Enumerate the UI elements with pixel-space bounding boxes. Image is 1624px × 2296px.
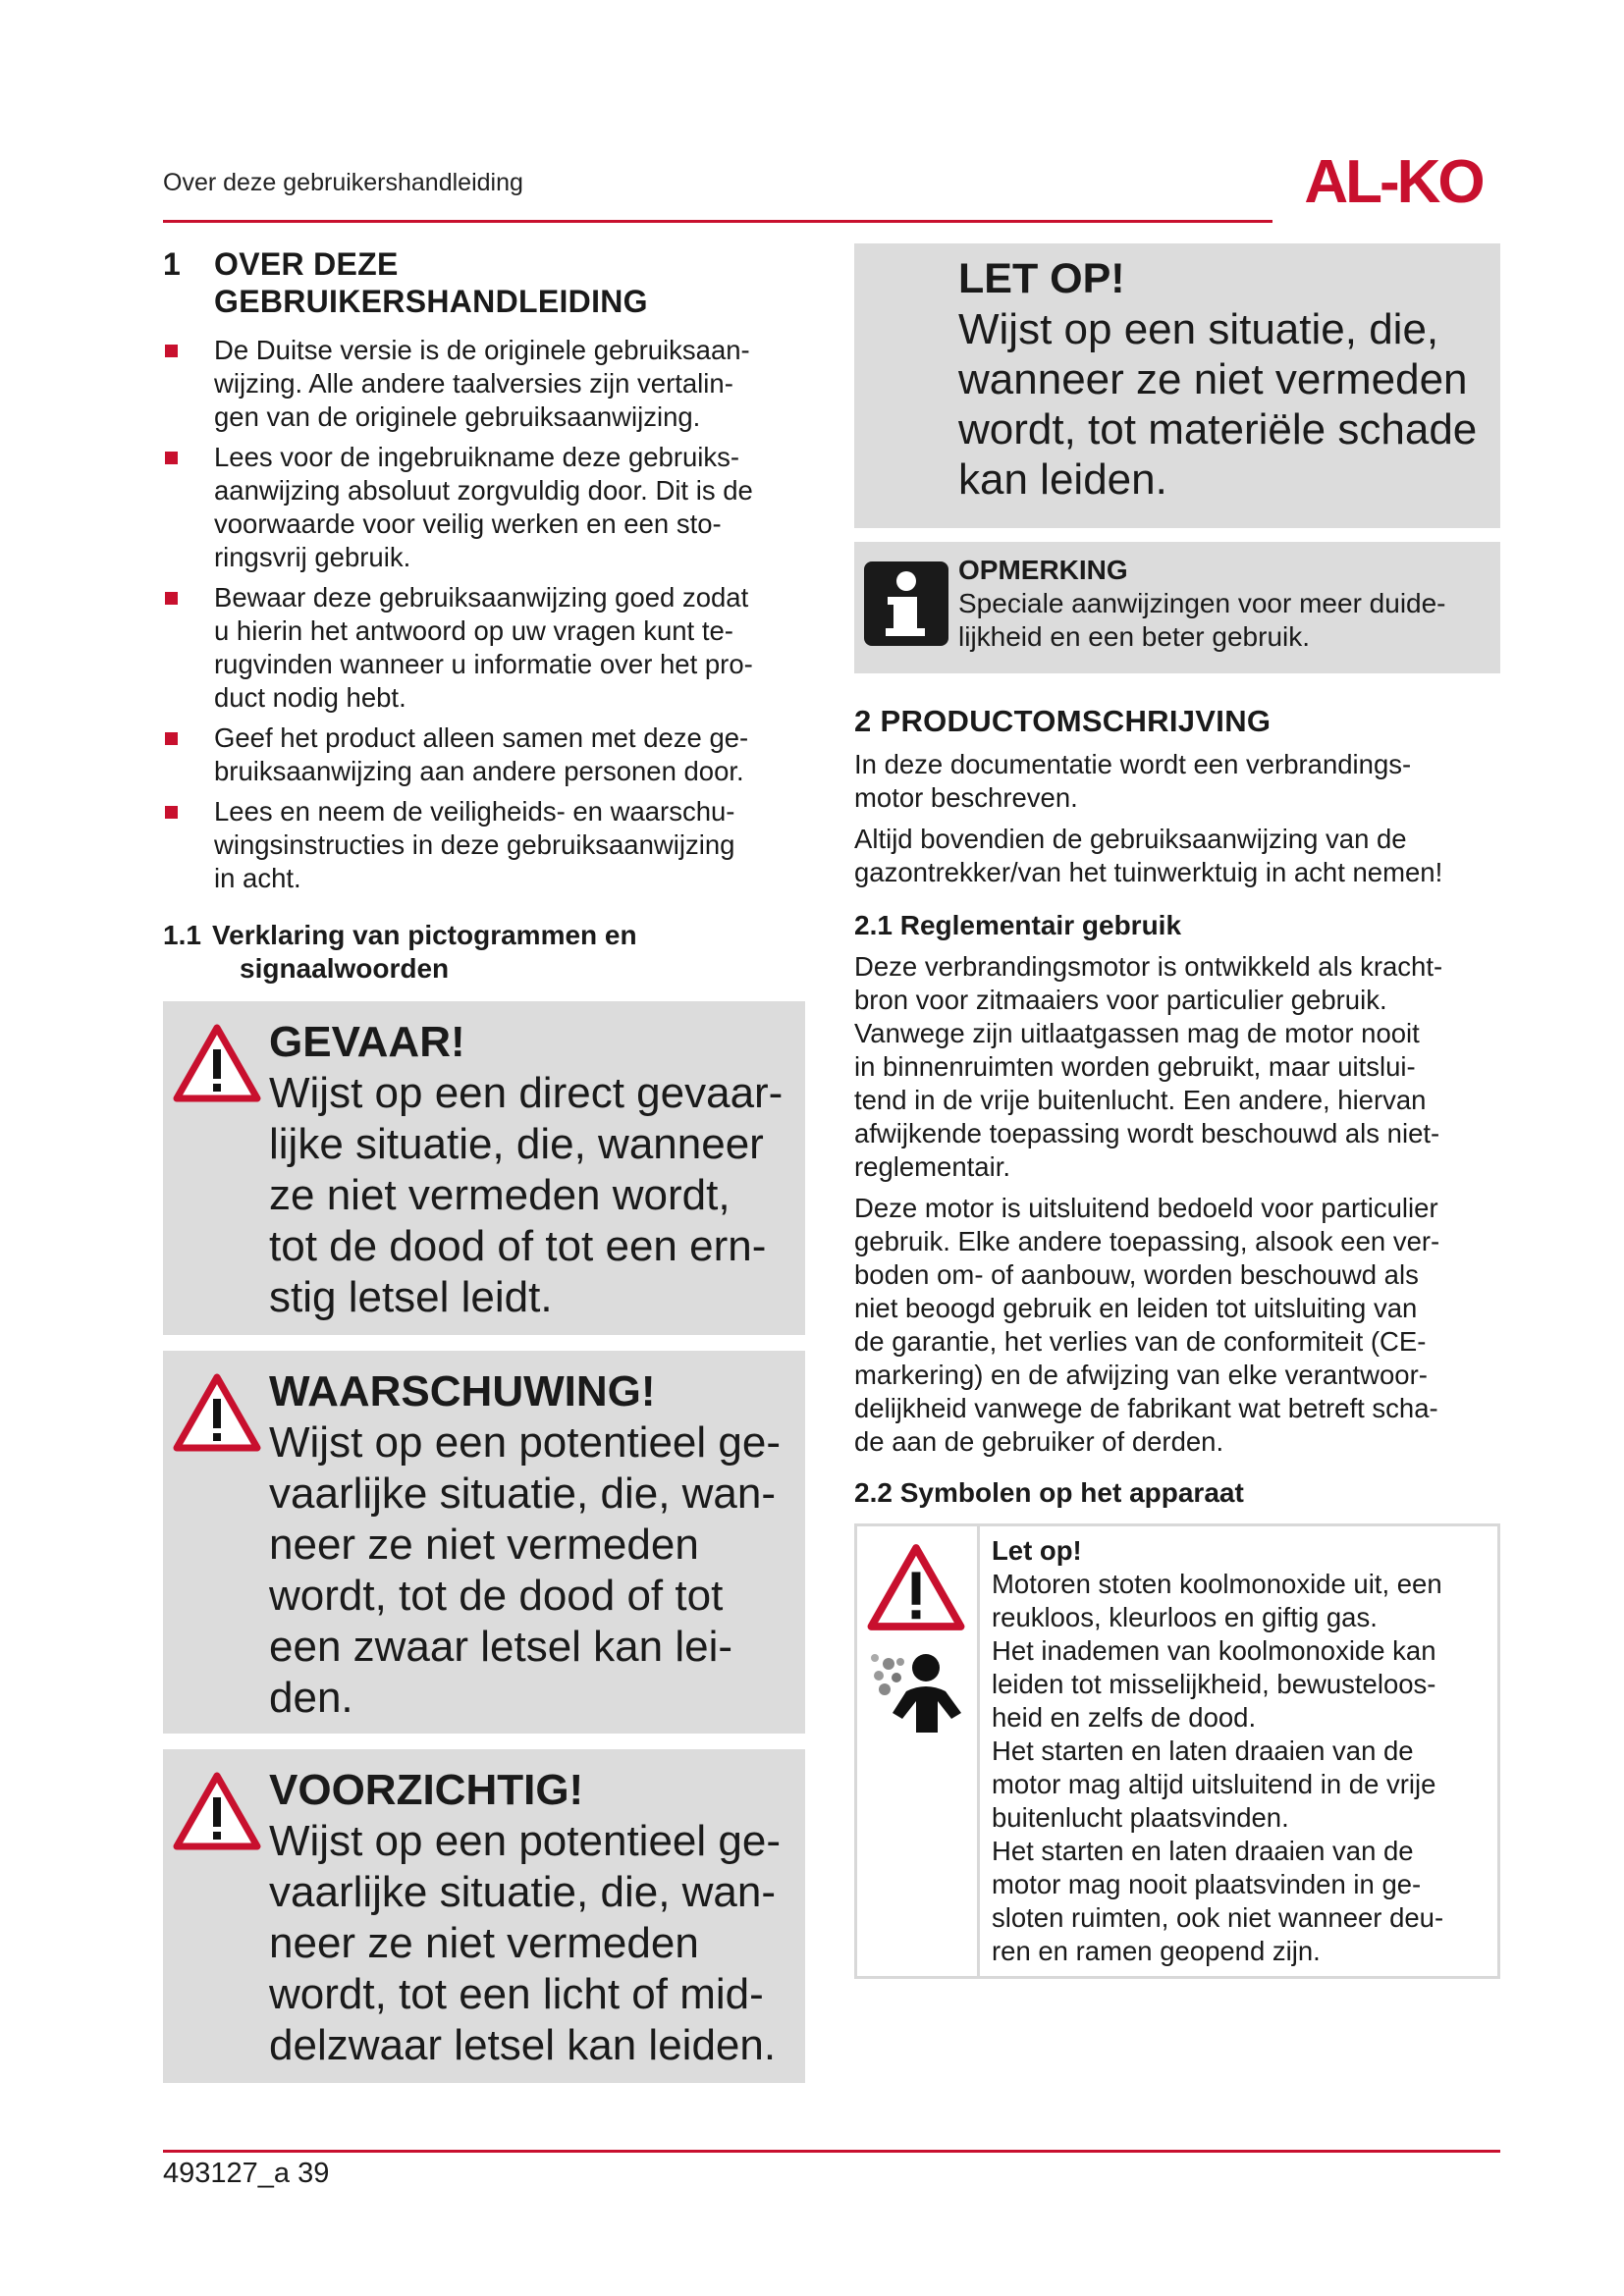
left-column [163, 245, 805, 2083]
section-1-1-heading [163, 919, 805, 986]
footer-divider [163, 2150, 1500, 2153]
section-1-1-title-line2: signaalwoorden [240, 953, 450, 984]
warning-triangle-icon [173, 1023, 261, 1103]
symbols-table [854, 1523, 1500, 1979]
section-1-number: 1 [163, 246, 182, 282]
section-2-1-title: Reglementair gebruik [899, 910, 1182, 940]
symbols-text-cell [980, 1526, 1497, 1976]
danger-text: Wijst op een direct gevaar- lijke situatie, die, wanneer ze niet vermeden wordt, tot de dood of tot een ern- stig letsel leidt. [269, 1069, 784, 1321]
caution-text: Wijst op een potentieel ge- vaarlijke situatie, die, wan- neer ze niet vermeden wordt, tot een licht of mid- delzwaar letsel kan leiden. [269, 1817, 781, 2069]
remark-box [854, 542, 1500, 673]
danger-box [163, 1001, 805, 1335]
symbols-cell-text: Motoren stoten koolmonoxide uit, een reukloos, kleurloos en giftig gas. Het inademen van koolmonoxide kan leiden tot misselijkheid, bewusteloos- heid en zelfs de dood. Het starten en laten draaien van de motor mag altijd uitsluitend in de vrije buitenlucht plaatsvinden. Het starten en laten draaien van de motor mag nooit plaatsvinden in ge- sloten ruimten, ook niet wanneer deu- ren en ramen geopend zijn. [992, 1569, 1444, 1966]
remark-title: OPMERKING [958, 555, 1128, 585]
section-2-heading [854, 703, 1500, 740]
carbon-monoxide-icon [867, 1644, 965, 1738]
bullet-item: Geef het product alleen samen met deze ge- bruiksaanwijzing aan andere personen door. [163, 721, 805, 788]
danger-title: GEVAAR! [269, 1018, 465, 1066]
notice-text: Wijst op een situatie, die, wanneer ze niet vermeden wordt, tot materiële schade kan leiden. [958, 305, 1478, 504]
bullet-item: Lees en neem de veiligheids- en waarschu- wingsinstructies in deze gebruiksaanwijzing in acht. [163, 795, 805, 895]
section-2-1-heading [854, 909, 1500, 942]
warning-triangle-icon [867, 1542, 965, 1632]
page-header-title: Over deze gebruikershandleiding [163, 169, 523, 196]
section-2-2-heading [854, 1476, 1500, 1510]
section-2-2-title: Symbolen op het apparaat [899, 1477, 1244, 1508]
section-1-title-line2: GEBRUIKERSHANDLEIDING [214, 284, 648, 319]
caution-box [163, 1749, 805, 2083]
warning-text: Wijst op een potentieel ge- vaarlijke situatie, die, wan- neer ze niet vermeden wordt, tot de dood of tot een zwaar letsel kan lei- den. [269, 1418, 781, 1722]
section-1-title-line1: OVER DEZE [214, 246, 399, 282]
section-2-title: PRODUCTOMSCHRIJVING [880, 704, 1272, 738]
section-2-1-paragraph: Deze verbrandingsmotor is ontwikkeld als kracht- bron voor zitmaaiers voor particulier gebruik. Vanwege zijn uitlaatgassen mag de motor nooit in binnenruimten worden gebruikt, maar uitslui- tend in de vrije buitenlucht. Een andere, hiervan afwijkende toepassing wordt beschouwd als niet- reglementair. [854, 951, 1443, 1182]
notice-box [854, 243, 1500, 528]
bullet-item: De Duitse versie is de originele gebruiksaan- wijzing. Alle andere taalversies zijn vertalin- gen van de originele gebruiksaanwijzing. [163, 334, 805, 434]
section-2-number: 2 [854, 704, 872, 738]
warning-box [163, 1351, 805, 1734]
section-1-bullet-list [163, 334, 805, 895]
warning-title: WAARSCHUWING! [269, 1367, 656, 1415]
warning-triangle-icon [173, 1771, 261, 1851]
notice-title: LET OP! [958, 255, 1125, 302]
symbols-cell-title: Let op! [992, 1535, 1082, 1566]
alko-logo [1286, 149, 1500, 214]
caution-title: VOORZICHTIG! [269, 1766, 584, 1814]
symbols-icon-cell [857, 1526, 980, 1976]
warning-triangle-icon [173, 1372, 261, 1453]
section-2-1-number: 2.1 [854, 910, 893, 940]
section-1-heading [163, 245, 805, 320]
remark-text: Speciale aanwijzingen voor meer duide- lijkheid en een beter gebruik. [958, 588, 1446, 652]
bullet-item: Bewaar deze gebruiksaanwijzing goed zodat u hierin het antwoord op uw vragen kunt te- rugvinden wanneer u informatie over het pro- duct nodig hebt. [163, 581, 805, 715]
section-1-1-number: 1.1 [163, 920, 201, 950]
section-1-1-title-line1: Verklaring van pictogrammen en [212, 920, 637, 950]
section-2-2-number: 2.2 [854, 1477, 893, 1508]
alko-logo-text: AL-KO [1304, 149, 1483, 214]
section-2-paragraph: Altijd bovendien de gebruiksaanwijzing van de gazontrekker/van het tuinwerktuig in acht nemen! [854, 824, 1443, 887]
info-icon [864, 561, 948, 646]
right-column [854, 243, 1500, 1979]
header-divider [163, 220, 1272, 223]
page-footer: 493127_a 39 [163, 2158, 330, 2189]
bullet-item: Lees voor de ingebruikname deze gebruiks- aanwijzing absoluut zorgvuldig door. Dit is de voorwaarde voor veilig werken en een sto- ringsvrij gebruik. [163, 441, 805, 574]
section-2-1-paragraph: Deze motor is uitsluitend bedoeld voor particulier gebruik. Elke andere toepassing, alsook een ver- boden om- of aanbouw, worden beschouwd als niet beoogd gebruik en leiden tot uitsluiting van de garantie, het verlies van de conformiteit (CE- markering) en de afwijzing van elke verantwoor- delijkheid vanwege de fabrikant wat betreft scha- de aan de gebruiker of derden. [854, 1193, 1440, 1457]
section-2-paragraph: In deze documentatie wordt een verbrandings- motor beschreven. [854, 749, 1412, 813]
